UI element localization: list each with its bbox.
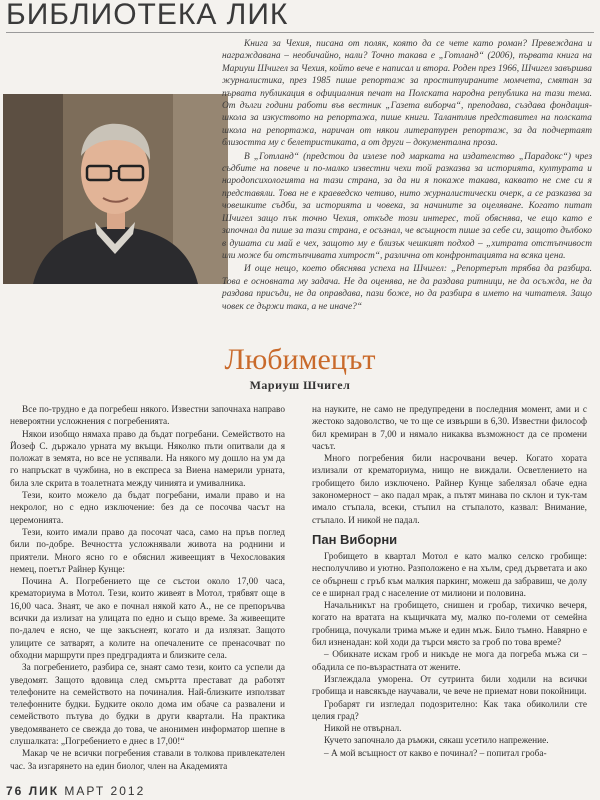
body-paragraph: Тези, които можело да бъдат погребани, имали право и на некролог, но с едно изключение: без да се посочва часът на церемонията.: [10, 491, 285, 526]
intro-paragraph: Книга за Чехия, писана от поляк, която да се чете като роман? Превеждана и награждавана – необичайно, нали? Точно такава е „Готланд“ (2006), първата книга на Мариуш Шчигел за Чехия, който вече е написал и втора. Роден през 1966, Шчигел завършва журналистика, през 1985 пише репортаж за проституираните момчета, смятан за първата публикация в официалния печат на Полската народна република на тази тема. От дълги години работи във вестник „Газета виборча“, преподава, създава фондация-школа за изкуството на репортажа, пише книги. Талантлив представител на полската школа на репортажа, наричан от някои литературен репортаж, за да подчертаят близостта му с белетристиката, а от други – документална проза.: [222, 39, 592, 149]
body-paragraph: Изглеждала уморена. От сутринта били ходили на всички гробища и навсякъде научавали, че вече не приемат нови покойници.: [312, 674, 587, 698]
body-paragraph: Гробището в квартал Мотол е като малко селско гробище: несполучливо и уютно. Разположено е на хълм, сред дърветата и ако се обърнеш с гръб към малкия паркинг, можеш да забравиш, че долу се е ширнал град с население от милиони и половина.: [312, 551, 587, 599]
body-paragraph: Почина А. Погребението ще се състои около 17,00 часа, крематориума в Мотол. Тези, които живеят в Мотол, трябвят още в 16,00 часа. Знаят, че ако е почнал някой като А., не се препоръчва всички да излизат на улицата по едно и също време. За живеещите по-далеч е ясно, че ще закъснеят, когато и да излязат. Защото улиците се затварят, а колите на опечалените се пренасочват по обходни маршрути през предградията и близките села.: [10, 577, 285, 661]
body-paragraph: – Обикнате искам гроб и никъде не мога да погреба мъжа си – обадила се по-възрастната от жените.: [312, 650, 587, 673]
intro-paragraph: И още нещо, което обяснява успеха на Шчигел: „Репортерът трябва да разбира. Това е основната му задача. Не да оценява, не да раздава ритници, не да осъжда, не да раздава присъди, не да оправдава, пази боже, но да разбира в името на читателя. Защо човек се държи така, а не иначе?“: [222, 264, 592, 312]
article-left-column: [10, 404, 285, 780]
magazine-name: ЛИК: [28, 784, 60, 798]
body-paragraph: Начальникът на гробището, снишен и гробар, тихичко вечеря, когато на вратата на къщичката му, малко по-големи от семейна гробница, почукали трима мъже и един мъж. Било тъмно. Навярно е бил изненадан: кой ходи да търси място за гроб по това време?: [312, 601, 587, 649]
body-paragraph: на науките, не само не предупредени в последния момент, ами и с жестоко задоволство, че то ще се извърши в 6,30. Известни философ бил кремиран в 7,00 и нямало никаква възможност да се промени часът.: [312, 405, 587, 452]
body-paragraph: Макар че не всички погребения ставали в толкова привлекателен час. За изгарянето на един биолог, член на Академията: [10, 749, 285, 772]
body-paragraph: За погребението, разбира се, знаят само тези, които са успели да уведомят. Защото вдовица след смъртта престават да работят телефоните на семейството на починалия. Най-близките използват телефонните будки. Будките около дома им обаче са развалени и семейството пътува до будки в други квартали. На практика уведомяването се свежда до това, че анонимен информатор шепне в слушалката: „Погребението е днес в 17,00!“: [10, 663, 285, 748]
intro-text: [222, 38, 592, 382]
masthead-divider: [6, 32, 594, 33]
page-footer: [6, 782, 145, 800]
masthead-title: БИБЛИОТЕКА ЛИК: [6, 0, 289, 31]
article-author: Мариуш Шчигел: [249, 378, 351, 392]
body-paragraph: Кучето започнало да ръмжи, сякаш усетило напрежение.: [324, 736, 549, 747]
page-number: 76: [6, 784, 24, 798]
body-paragraph: Много погребения били насрочвани вечер. Когато хората излизали от крематориума, нищо не виждали. Осветлението на гробището било изключено. Райнер Кунце забелязал обаче една закономерност – ако падал мрак, а пътят минава по склон и тук-там имало стъпала, всеки, стъпил на стъпалото, казвал: Внимание, стъпало. И никой не падал.: [312, 454, 587, 526]
article-right-column: [312, 404, 587, 780]
issue-date: МАРТ 2012: [64, 784, 146, 798]
section-subheading: Пан Виборни: [312, 531, 398, 547]
body-paragraph: Гробарят ги изгледал подозрително: Как така обиколили сте целия град?: [312, 699, 587, 722]
author-portrait-photo: [3, 94, 228, 284]
body-paragraph: Някои изобщо нямаха право да бъдат погребани. Семейството на Йозеф С. държало урната му вкъщи. Няколко пъти опитвали да я положат в земята, но все не успявали. На някого му дошло на ум да го напръскат в чужбина, но в експреса за Виена намерили урната, била зле скрита в тоалетната между чинията и умивалника.: [10, 429, 285, 489]
body-paragraph: – А мой всъщност от какво е починал? – попитал гроба-: [324, 748, 547, 759]
body-paragraph: Никой не отвърнал.: [324, 724, 402, 735]
intro-paragraph: В „Готланд“ (предстои да излезе под марката на издателство „Парадокс“) чрез съдбите на повече и по-малко известни чехи той разказва за историята, културата и народопсихологията на тази страна, за да ни я покаже такава, каквато не сме си я представяли. Това не е краеведско четиво, нито журналистически очерк, а се разказва за човешките съдби, за историята и човека, за начините за оцеляване. Когато питат Шчигел защо пък точно Чехия, откъде този интерес, той обяснява, че ещо като е започнал да пише за тази страна, е осъзнал, че всъщност пише за себе си, защото дълбоко в душата си май е чех, защото му е близък чешкият подход – „хитрата отстъпчивост или може би отстъпчивата хитрост“, различна от конфронтацията на всяка цена.: [222, 151, 592, 261]
body-paragraph: Тези, които имали право да посочат часа, само на пръв поглед били по-добре. Вечността усложнявали живота на роднини и приятели. Много ясно го е обяснил живеещият в Чехословакия немец, поетът Райнер Кунце:: [10, 527, 285, 575]
article-title: Любимецът: [224, 343, 376, 376]
body-paragraph: Все по-трудно е да погребеш някого. Известни започнаха направо невероятни усложнения с погребенията.: [10, 405, 285, 428]
